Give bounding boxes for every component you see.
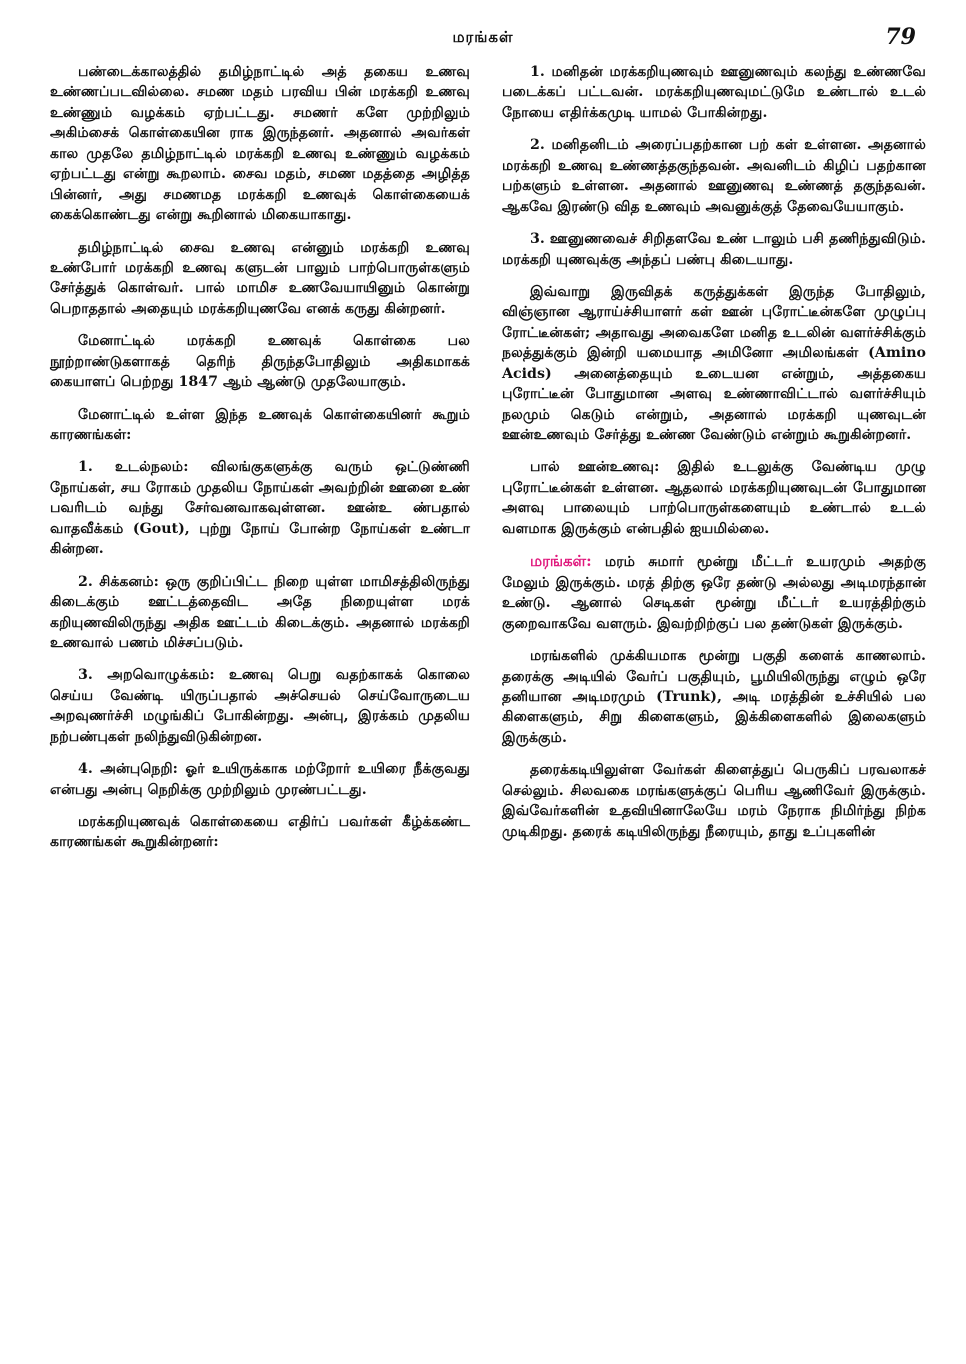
left-column [50,62,470,865]
paragraph: தமிழ்நாட்டில் சைவ உணவு என்னும் மரக்கறி உணவு உண்போர் மரக்கறி உணவு களுடன் பாலும் பாற்பொருள்களும் சேர்த்துக் கொள்வர். பால் மாமிச உணவேயாயினும் கொன்று பெறாததால் அதையும் மரக்கறியுணவே எனக் கருது கின்றனர். [50,239,470,317]
paragraph: பால் ஊன்உணவு: இதில் உடலுக்கு வேண்டிய முழு புரோட்டீன்கள் உள்ளன. ஆதலால் மரக்கறியுணவுடன் போதுமான அளவு பாலையும் பாற்பொருள்களையும் உண்டால் உடல் வளமாக இருக்கும் என்பதில் ஐயமில்லை. [502,459,926,537]
paragraph: இவ்வாறு இருவிதக் கருத்துக்கள் இருந்த போதிலும், விஞ்ஞான ஆராய்ச்சியாளர் கள் ஊன் புரோட்டீன்களே முழுப்பு ரோட்டீன்கள்; அதாவது அவைகளே மனித உடலின் வளர்ச்சிக்கும் நலத்துக்கும் இன்றி யமையாத அமினோ அமிலங்கள் (Amino Acids) அனைத்தையும் உடையன என்றும், அத்தகைய புரோட்டீன் போதுமான அளவு உண்ணாவிட்டால் வளர்ச்சியும் நலமும் கெடும் என்றும், அதனால் மரக்கறி யுணவுடன் ஊன்உணவும் சேர்த்து உண்ண வேண்டும் என்றும் கூறுகின்றனர். [502,283,926,443]
paragraph: மரங்களில் முக்கியமாக மூன்று பகுதி களைக் காணலாம். தரைக்கு அடியில் வேர்ப் பகுதியும், பூமியிலிருந்து எழும் ஒரே தனியான அடிமரமும் (Trunk), அடி மரத்தின் உச்சியில் பல கிளைகளும், சிறு கிளைகளும், இக்கிளைகளில் இலைகளும் இருக்கும். [502,648,926,746]
section-paragraph [502,551,926,634]
paragraph: மேனாட்டில் உள்ள இந்த உணவுக் கொள்கையினர் கூறும் காரணங்கள்: [50,406,470,443]
paragraph: 2. சிக்கனம்: ஒரு குறிப்பிட்ட நிறை யுள்ள மாமிசத்திலிருந்து கிடைக்கும் ஊட்டத்தைவிட அதே நிறையுள்ள மரக் கறியுணவிலிருந்து அதிக ஊட்டம் கிடைக்கும். அதனால் மரக்கறி உணவால் பணம் மிச்சப்படும். [50,573,470,651]
right-column [502,62,926,854]
paragraph: 4. அன்புநெறி: ஓர் உயிருக்காக மற்றோர் உயிரை நீக்குவது என்பது அன்பு நெறிக்கு முற்றிலும் முரண்பட்டது. [50,761,470,798]
paragraph: பண்டைக்காலத்தில் தமிழ்நாட்டில் அத் தகைய உணவு உண்ணப்படவில்லை. சமண மதம் பரவிய பின் மரக்கறி உணவு உண்ணும் வழக்கம் ஏற்பட்டது. சமணர் களே முற்றிலும் அகிம்சைக் கொள்கையின ராக இருந்தனர். அதனால் அவர்கள் கால முதலே தமிழ்நாட்டில் மரக்கறி உணவு உண்ணும் வழக்கம் ஏற்பட்டது என்று கூறலாம். சைவ மதம், சமண மதத்தை அழித்த பின்னர், அது சமணமத மரக்கறி உணவுக் கொள்கையைக் கைக்கொண்டது என்று கூறினால் மிகையாகாது. [50,64,470,224]
paragraph: மேனாட்டில் மரக்கறி உணவுக் கொள்கை பல நூற்றாண்டுகளாகத் தெரிந் திருந்தபோதிலும் அதிகமாகக் கையாளப் பெற்றது 1847 ஆம் ஆண்டு முதலேயாகும். [50,333,470,391]
running-head: மரங்கள் [452,28,514,46]
section-heading: மரங்கள்: [530,552,592,571]
paragraph: 3. ஊனுணவைச் சிறிதளவே உண் டாலும் பசி தணிந்துவிடும். மரக்கறி யுணவுக்கு அந்தப் பண்பு கிடையாது. [502,231,926,268]
paragraph: தரைக்கடியிலுள்ள வேர்கள் கிளைத்துப் பெருகிப் பரவலாகச் செல்லும். சிலவகை மரங்களுக்குப் பெரிய ஆணிவேர் இருக்கும். இவ்வேர்களின் உதவியினாலேயே மரம் நேராக நிமிர்ந்து நிற்க முடிகிறது. தரைக் கடியிலிருந்து நீரையும், தாது உப்புகளின் [502,762,926,840]
paragraph: 2. மனிதனிடம் அரைப்பதற்கான பற் கள் உள்ளன. அதனால் மரக்கறி உணவு உண்ணத்தகுந்தவன். அவனிடம் கிழிப் பதற்கான பற்களும் உள்ளன. அதனால் ஊனுணவு உண்ணத் தகுந்தவன். ஆகவே இரண்டு வித உணவும் அவனுக்குத் தேவையேயாகும். [502,137,926,215]
paragraph: மரக்கறியுணவுக் கொள்கையை எதிர்ப் பவர்கள் கீழ்க்கண்ட காரணங்கள் கூறுகின்றனர்: [50,814,470,851]
section-text: மரம் சுமார் மூன்று மீட்டர் உயரமும் அதற்கு மேலும் இருக்கும். மரத் திற்கு ஒரே தண்டு அல்லது அடிமரந்தான் உண்டு. ஆனால் செடிகள் மூன்று மீட்டர் உயரத்திற்கும் குறைவாகவே வளரும். இவற்றிற்குப் பல தண்டுகள் இருக்கும். [502,554,926,632]
paragraph: 1. உடல்நலம்: விலங்குகளுக்கு வரும் ஒட்டுண்ணி நோய்கள், சய ரோகம் முதலிய நோய்கள் அவற்றின் ஊனை உண் பவரிடம் வந்து சேர்வனவாகவுள்ளன. ஊன்உ ண்பதால் வாதவீக்கம் (Gout), புற்று நோய் போன்ற நோய்கள் உண்டா கின்றன. [50,459,470,558]
page-number: 79 [885,24,916,50]
paragraph: 3. அறவொழுக்கம்: உணவு பெறு வதற்காகக் கொலை செய்ய வேண்டி யிருப்பதால் அச்செயல் செய்வோருடைய அறவுணர்ச்சி மழுங்கிப் போகின்றது. அன்பு, இரக்கம் முதலிய நற்பண்புகள் நலிந்துவிடுகின்றன. [50,667,470,745]
paragraph: 1. மனிதன் மரக்கறியுணவும் ஊனுணவும் கலந்து உண்ணவே படைக்கப் பட்டவன். மரக்கறியுணவுமட்டுமே உண்டால் உடல் நோயை எதிர்க்கமுடி யாமல் போகின்றது. [502,64,926,121]
